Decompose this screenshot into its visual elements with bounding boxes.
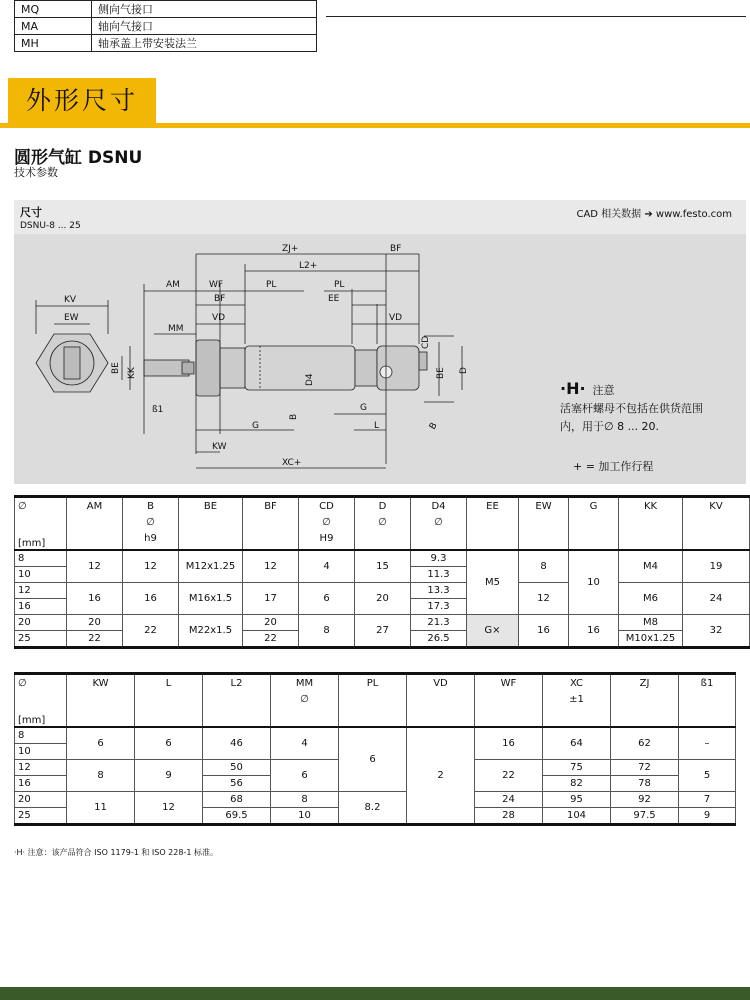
dim-cd: CD: [421, 335, 431, 349]
cell-b: 22: [123, 615, 179, 648]
cell-l: 9: [135, 760, 203, 792]
dimension-drawing-panel: [14, 200, 746, 484]
cell-b1: 9: [679, 808, 736, 825]
table-row: [15, 583, 750, 599]
bearing-cap: [220, 348, 245, 388]
product-subtitle: 技术参数: [14, 166, 58, 179]
cell-vd: 2: [407, 727, 475, 825]
cell-d: 15: [355, 550, 411, 583]
table-row: [15, 18, 317, 35]
header-pl: PL: [339, 674, 407, 728]
footer-bar: [0, 987, 750, 1000]
size-cell: 12: [15, 760, 67, 776]
header-ee: EE: [467, 497, 519, 551]
rod-flats: [182, 362, 194, 374]
size-cell: 20: [15, 792, 67, 808]
barrel: [245, 346, 355, 390]
cell-ee: G⨯: [467, 615, 519, 648]
port-desc: 轴向气接口: [92, 18, 317, 35]
cell-zj: 92: [611, 792, 679, 808]
end-view-slot: [64, 347, 80, 379]
cell-bf: 22: [243, 631, 299, 648]
size-cell: 16: [15, 599, 67, 615]
cell-zj: 72: [611, 760, 679, 776]
dim-g2: G: [360, 403, 367, 413]
cell-l: 6: [135, 727, 203, 760]
dimension-table-1: [14, 495, 750, 649]
dim-vd2: VD: [389, 313, 403, 323]
cell-d4: 17.3: [411, 599, 467, 615]
cell-be: M22x1.5: [179, 615, 243, 648]
cell-d4: 9.3: [411, 550, 467, 567]
cell-cd: 4: [299, 550, 355, 583]
cell-bf: 12: [243, 550, 299, 583]
dim-d: D: [459, 367, 469, 374]
table-header: [15, 497, 750, 551]
table-header: [15, 674, 736, 728]
cell-bf: 20: [243, 615, 299, 631]
panel-title: 尺寸: [20, 206, 42, 219]
cell-am: 20: [67, 615, 123, 631]
cell-be: M12x1.25: [179, 550, 243, 583]
cell-xc: 75: [543, 760, 611, 776]
cell-ew: 12: [519, 583, 569, 615]
dim-xc: XC+: [282, 458, 302, 468]
cell-d: 20: [355, 583, 411, 615]
divider: [326, 16, 746, 17]
dim-bf2: BF: [214, 294, 226, 304]
dim-bf: BF: [390, 244, 402, 254]
dim-kv: KV: [64, 295, 77, 305]
cell-b: 16: [123, 583, 179, 615]
cell-g: 10: [569, 550, 619, 615]
header-b1: ß1: [679, 674, 736, 728]
dim-wf: WF: [209, 280, 224, 290]
cell-l2: 46: [203, 727, 271, 760]
cell-pl: 8.2: [339, 792, 407, 825]
dim-b: B: [289, 413, 299, 420]
note-line: 活塞杆螺母不包括在供货范围: [560, 402, 703, 415]
section-rule: [0, 123, 750, 128]
header-l2: L2: [203, 674, 271, 728]
table-row: [15, 35, 317, 52]
header-xc: XC ±1: [543, 674, 611, 728]
cell-kk: M10x1.25: [619, 631, 683, 648]
cell-b1: –: [679, 727, 736, 760]
cad-link[interactable]: CAD 相关数据 ➔ www.festo.com: [576, 209, 732, 220]
cell-kk: M8: [619, 615, 683, 631]
cell-pl: 6: [339, 727, 407, 792]
cell-d: 27: [355, 615, 411, 648]
dim-d4: D4: [305, 373, 315, 386]
cell-b: 12: [123, 550, 179, 583]
end-cap: [355, 350, 377, 386]
product-title: 圆形气缸 DSNU: [14, 148, 143, 168]
header-mm: MM ∅: [271, 674, 339, 728]
dim-zj: ZJ+: [282, 244, 299, 254]
size-cell: 20: [15, 615, 67, 631]
dim-l2: L2+: [299, 261, 318, 271]
cell-kw: 11: [67, 792, 135, 825]
header-size: ∅ [mm]: [15, 497, 67, 551]
header-bf: BF: [243, 497, 299, 551]
cell-kk: M4: [619, 550, 683, 583]
port-code: MH: [15, 35, 92, 52]
header-d4: D4 ∅: [411, 497, 467, 551]
note-symbol: ·H·: [560, 379, 586, 398]
cell-zj: 97.5: [611, 808, 679, 825]
header-zj: ZJ: [611, 674, 679, 728]
table-row: [15, 615, 750, 631]
panel-header: [14, 200, 746, 234]
size-cell: 8: [15, 550, 67, 567]
cell-mm: 4: [271, 727, 339, 760]
cell-xc: 104: [543, 808, 611, 825]
cell-cd: 6: [299, 583, 355, 615]
header-be: BE: [179, 497, 243, 551]
stroke-note: + = 加工作行程: [573, 460, 654, 473]
dim-pl2: PL: [334, 280, 345, 290]
header-kw: KW: [67, 674, 135, 728]
header-kk: KK: [619, 497, 683, 551]
port-desc: 侧向气接口: [92, 1, 317, 18]
dim-b2: B: [427, 421, 440, 432]
cell-cd: 8: [299, 615, 355, 648]
header-g: G: [569, 497, 619, 551]
size-cell: 25: [15, 808, 67, 825]
header-am: AM: [67, 497, 123, 551]
cell-ew: 8: [519, 550, 569, 583]
dim-kw: KW: [212, 442, 227, 452]
table-row: [15, 1, 317, 18]
dim-l: L: [374, 421, 380, 431]
dim-vd: VD: [212, 313, 226, 323]
table-row: [15, 550, 750, 567]
dim-be2: BE: [436, 367, 446, 379]
cylinder-drawing: [14, 234, 746, 484]
dim-b1: ß1: [152, 405, 164, 415]
cell-l2: 69.5: [203, 808, 271, 825]
port-code: MA: [15, 18, 92, 35]
cell-kk: M6: [619, 583, 683, 615]
rod-nut: [196, 340, 220, 396]
size-cell: 10: [15, 567, 67, 583]
cell-g: 16: [569, 615, 619, 648]
cell-zj: 78: [611, 776, 679, 792]
header-l: L: [135, 674, 203, 728]
header-vd: VD: [407, 674, 475, 728]
header-wf: WF: [475, 674, 543, 728]
size-cell: 8: [15, 727, 67, 744]
size-cell: 12: [15, 583, 67, 599]
header-cd: CD ∅ H9: [299, 497, 355, 551]
header-size: ∅ [mm]: [15, 674, 67, 728]
dimension-table-2: [14, 672, 736, 826]
cell-mm: 10: [271, 808, 339, 825]
cell-ee: M5: [467, 550, 519, 615]
dim-ee: EE: [328, 294, 340, 304]
header-b: B ∅ h9: [123, 497, 179, 551]
table-row: [15, 727, 736, 744]
cell-d4: 11.3: [411, 567, 467, 583]
dim-be: BE: [111, 362, 121, 374]
port-table: [14, 0, 317, 52]
cell-d4: 26.5: [411, 631, 467, 648]
cell-wf: 22: [475, 760, 543, 792]
cell-b1: 7: [679, 792, 736, 808]
dim-g: G: [252, 421, 259, 431]
port-desc: 轴承盖上带安装法兰: [92, 35, 317, 52]
size-cell: 16: [15, 776, 67, 792]
header-ew: EW: [519, 497, 569, 551]
cell-xc: 82: [543, 776, 611, 792]
dim-kk: KK: [127, 367, 137, 379]
cell-ew: 16: [519, 615, 569, 648]
cell-b1: 5: [679, 760, 736, 792]
cell-am: 12: [67, 550, 123, 583]
cell-l2: 56: [203, 776, 271, 792]
cell-l: 12: [135, 792, 203, 825]
note-line: 内，用于∅ 8 ... 20.: [560, 420, 660, 433]
cell-d4: 21.3: [411, 615, 467, 631]
cell-kv: 19: [683, 550, 750, 583]
cell-wf: 24: [475, 792, 543, 808]
cell-l2: 68: [203, 792, 271, 808]
cell-kv: 32: [683, 615, 750, 648]
cell-mm: 6: [271, 760, 339, 792]
header-d: D ∅: [355, 497, 411, 551]
cell-xc: 64: [543, 727, 611, 760]
cell-am: 16: [67, 583, 123, 615]
section-title: 外形尺寸: [8, 78, 156, 123]
panel-range: DSNU-8 ... 25: [20, 221, 81, 231]
note-block: [560, 380, 740, 436]
cell-be: M16x1.5: [179, 583, 243, 615]
cell-kw: 6: [67, 727, 135, 760]
cell-zj: 62: [611, 727, 679, 760]
cell-wf: 16: [475, 727, 543, 760]
cell-bf: 17: [243, 583, 299, 615]
cell-d4: 13.3: [411, 583, 467, 599]
port-code: MQ: [15, 1, 92, 18]
cell-kv: 24: [683, 583, 750, 615]
cell-kw: 8: [67, 760, 135, 792]
cell-l2: 50: [203, 760, 271, 776]
dim-pl: PL: [266, 280, 277, 290]
dim-ew: EW: [64, 313, 79, 323]
cell-mm: 8: [271, 792, 339, 808]
footnote: ·H· 注意：该产品符合 ISO 1179-1 和 ISO 228-1 标准。: [14, 848, 218, 857]
dim-mm: MM: [168, 324, 184, 334]
cell-am: 22: [67, 631, 123, 648]
cell-xc: 95: [543, 792, 611, 808]
table-row: [15, 792, 736, 808]
size-cell: 10: [15, 744, 67, 760]
cell-wf: 28: [475, 808, 543, 825]
dim-am: AM: [166, 280, 180, 290]
header-kv: KV: [683, 497, 750, 551]
note-label: 注意: [592, 384, 615, 397]
size-cell: 25: [15, 631, 67, 648]
